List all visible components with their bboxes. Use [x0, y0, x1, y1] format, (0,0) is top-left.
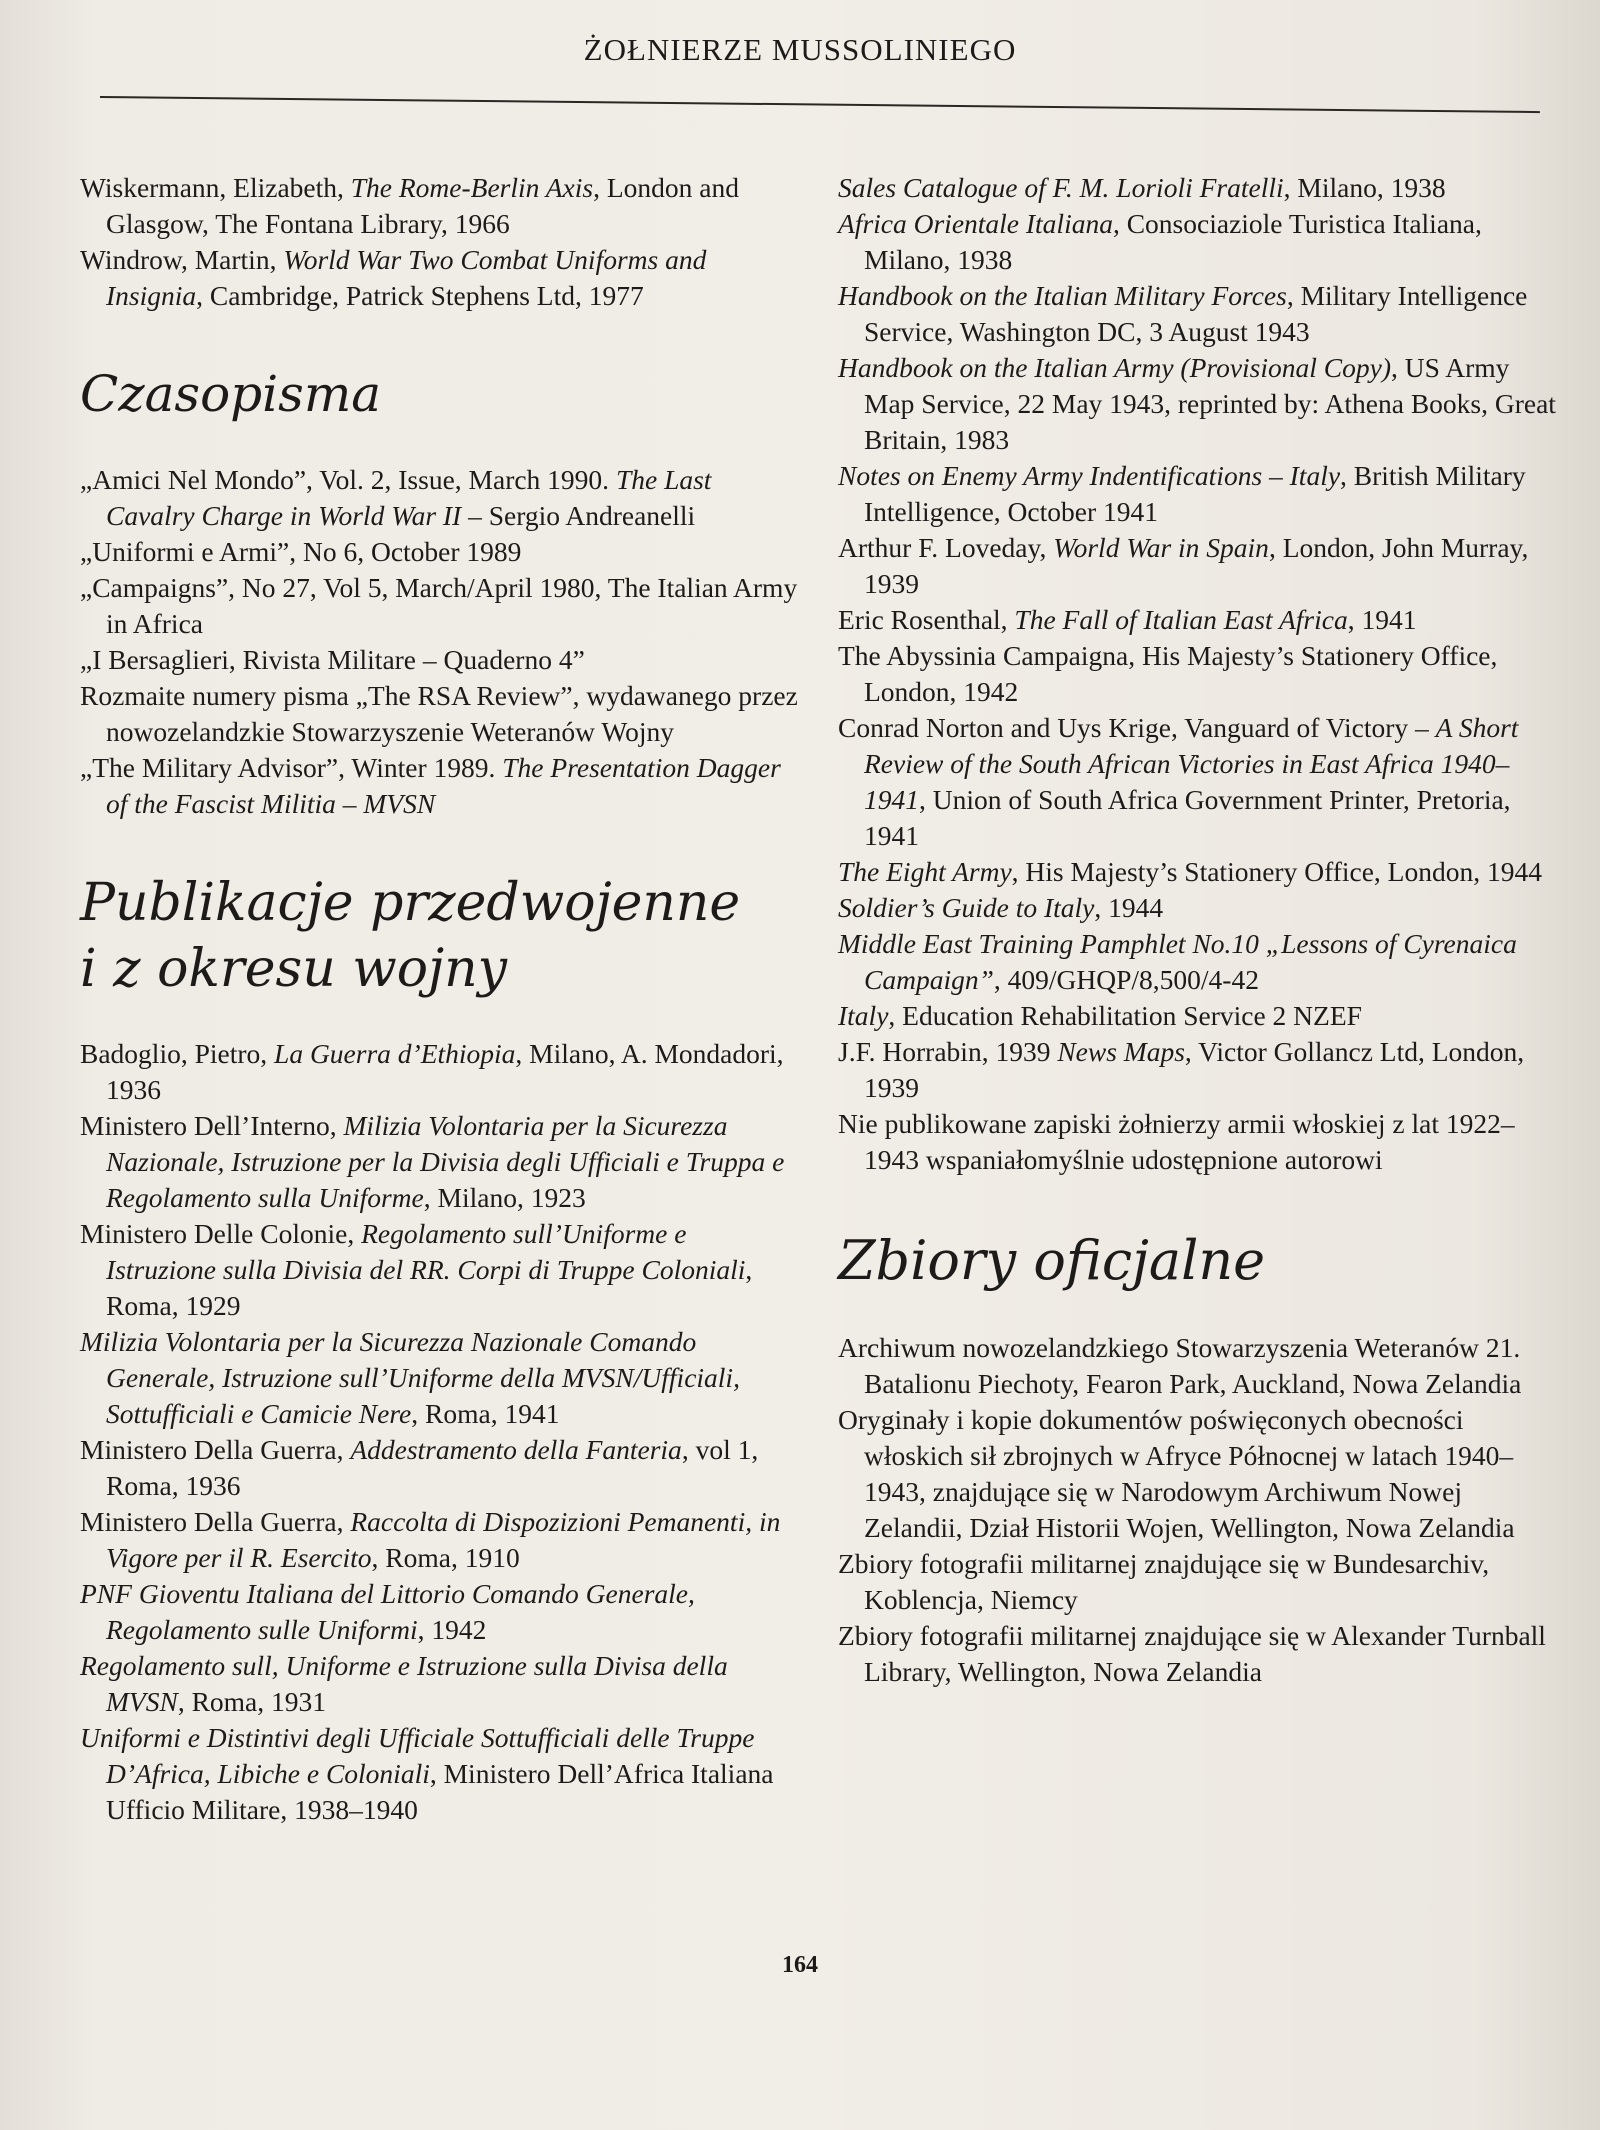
entry-title: Regolamento sull, Uniforme e Istruzione sulla Divisa della MVSN — [80, 1650, 728, 1717]
entry-title: The Last Cavalry Charge in World War II — [106, 464, 712, 531]
entry-text: – Sergio Andreanelli — [461, 500, 696, 531]
entry-text: , Roma, 1941 — [411, 1398, 560, 1429]
entry-title: Notes on Enemy Army Indentifications – Italy — [838, 460, 1341, 491]
entry-text: , US Army Map Service, 22 May 1943, reprinted by: Athena Books, Great Britain, 1983 — [864, 352, 1556, 455]
entry-text: Badoglio, Pietro, — [80, 1038, 275, 1069]
heading-line-1: Publikacje przedwojenne — [80, 873, 741, 933]
entry-title: Soldier’s Guide to Italy — [838, 892, 1095, 923]
entry-title: Handbook on the Italian Military Forces — [838, 280, 1287, 311]
entry-title: PNF Gioventu Italiana del Littorio Comando Generale, Regolamento sulle Uniformi — [80, 1578, 695, 1645]
entry-text: , Milano, 1923 — [423, 1182, 586, 1213]
zbiory-list — [838, 1330, 1558, 1690]
right-column — [838, 170, 1558, 1690]
entry-text: , London and Glasgow, The Fontana Library, 1966 — [106, 172, 739, 239]
bibliography-entry — [838, 854, 1558, 890]
entry-text: , British Military Intelligence, October 1941 — [864, 460, 1526, 527]
entry-title: News Maps — [1057, 1036, 1185, 1067]
bibliography-entry — [838, 1618, 1558, 1690]
bibliography-entry — [80, 534, 800, 570]
entry-title: The Presentation Dagger of the Fascist Militia – MVSN — [106, 752, 781, 819]
entry-title: Africa Orientale Italiana — [838, 208, 1113, 239]
entry-text: , vol 1, Roma, 1936 — [106, 1434, 759, 1501]
entry-title: Italy — [838, 1000, 889, 1031]
entry-text: , Roma, 1931 — [177, 1686, 327, 1717]
entry-text: , 1944 — [1094, 892, 1164, 923]
entry-text: Ministero Delle Colonie, — [80, 1218, 362, 1249]
entry-title: La Guerra d’Ethiopia — [274, 1038, 516, 1069]
entry-text: , 409/GHQP/8,500/4-42 — [993, 964, 1259, 995]
entry-text: „The Military Advisor”, Winter 1989. — [80, 752, 503, 783]
entry-text: , Roma, 1929 — [106, 1254, 753, 1321]
entry-text: „I Bersaglieri, Rivista Militare – Quaderno 4” — [80, 644, 585, 675]
entry-text: Archiwum nowozelandzkiego Stowarzyszenia Weteranów 21. Batalionu Piechoty, Fearon Park, Auckland, Nowa Zelandia — [838, 1332, 1522, 1399]
entry-title: Raccolta di Dispozizioni Pemanenti, in Vigore per il R. Esercito — [106, 1506, 781, 1573]
entry-text: , 1942 — [417, 1614, 487, 1645]
entry-text: , Education Rehabilitation Service 2 NZEF — [888, 1000, 1362, 1031]
entry-text: , Victor Gollancz Ltd, London, 1939 — [864, 1036, 1525, 1103]
bibliography-entry — [838, 1106, 1558, 1178]
bibliography-entry — [80, 1432, 800, 1504]
entry-text: , 1941 — [1347, 604, 1417, 635]
entry-text: Arthur F. Loveday, — [838, 532, 1054, 563]
bibliography-entry — [80, 1216, 800, 1324]
entry-text: Ministero Della Guerra, — [80, 1434, 351, 1465]
entry-text: Ministero Dell’Interno, — [80, 1110, 344, 1141]
bibliography-entry — [80, 462, 800, 534]
entry-text: , Ministero Dell’Africa Italiana Ufficio Militare, 1938–1940 — [106, 1758, 774, 1825]
bibliography-entry — [838, 278, 1558, 350]
entry-title: Sales Catalogue of F. M. Lorioli Fratelli — [838, 172, 1284, 203]
entry-text: Zbiory fotografii militarnej znajdujące się w Bundesarchiv, Koblencja, Niemcy — [838, 1548, 1490, 1615]
intro-bibliography-list — [80, 170, 800, 314]
entry-title: Uniformi e Distintivi degli Ufficiale Sottufficiali delle Truppe D’Africa, Libiche e Coloniali — [80, 1722, 755, 1789]
entry-title: Regolamento sull’Uniforme e Istruzione sulla Divisia del RR. Corpi di Truppe Coloniali — [106, 1218, 746, 1285]
entry-text: , London, John Murray, 1939 — [864, 532, 1529, 599]
entry-text: Wiskermann, Elizabeth, — [80, 172, 351, 203]
bibliography-entry — [80, 570, 800, 642]
section-heading-zbiory: Zbiory oficjalne — [838, 1229, 1266, 1292]
bibliography-entry — [838, 890, 1558, 926]
entry-title: Handbook on the Italian Army (Provisional Copy) — [838, 352, 1391, 383]
bibliography-entry — [80, 678, 800, 750]
continued-bibliography-list — [838, 170, 1558, 1178]
header-rule — [100, 96, 1540, 113]
bibliography-entry — [80, 1720, 800, 1828]
entry-text: „Amici Nel Mondo”, Vol. 2, Issue, March 1990. — [80, 464, 616, 495]
entry-text: The Abyssinia Campaigna, His Majesty’s Stationery Office, London, 1942 — [838, 640, 1498, 707]
bibliography-entry — [80, 1648, 800, 1720]
bibliography-entry — [838, 458, 1558, 530]
entry-text: Ministero Della Guerra, — [80, 1506, 351, 1537]
entry-text: , His Majesty’s Stationery Office, London, 1944 — [1011, 856, 1542, 887]
section-heading-czasopisma: Czasopisma — [80, 365, 382, 423]
bibliography-entry — [80, 1324, 800, 1432]
bibliography-entry — [838, 1330, 1558, 1402]
bibliography-entry — [838, 350, 1558, 458]
bibliography-entry — [80, 1036, 800, 1108]
bibliography-entry — [838, 1034, 1558, 1106]
bibliography-entry — [80, 1504, 800, 1576]
entry-title: World War Two Combat Uniforms and Insignia — [106, 244, 707, 311]
bibliography-entry — [838, 206, 1558, 278]
czasopisma-list — [80, 462, 800, 822]
entry-title: The Rome-Berlin Axis — [350, 172, 594, 203]
entry-title: Middle East Training Pamphlet No.10 „Lessons of Cyrenaica Campaign” — [838, 928, 1517, 995]
entry-text: Eric Rosenthal, — [838, 604, 1015, 635]
left-column — [80, 170, 800, 1828]
entry-text: , Military Intelligence Service, Washington DC, 3 August 1943 — [864, 280, 1528, 347]
entry-text: , Consociaziole Turistica Italiana, Milano, 1938 — [864, 208, 1482, 275]
bibliography-entry — [838, 1546, 1558, 1618]
bibliography-entry — [80, 642, 800, 678]
entry-text: „Campaigns”, No 27, Vol 5, March/April 1980, The Italian Army in Africa — [80, 572, 798, 639]
bibliography-entry — [838, 638, 1558, 710]
entry-text: , Milano, A. Mondadori, 1936 — [106, 1038, 784, 1105]
entry-text: „Uniformi e Armi”, No 6, October 1989 — [80, 536, 522, 567]
entry-text: J.F. Horrabin, 1939 — [838, 1036, 1058, 1067]
entry-text: , Milano, 1938 — [1283, 172, 1446, 203]
bibliography-entry — [838, 1402, 1558, 1546]
entry-title: The Fall of Italian East Africa — [1014, 604, 1348, 635]
entry-title: A Short Review of the South African Victories in East Africa 1940–1941 — [864, 712, 1519, 815]
entry-text: , Union of South Africa Government Printer, Pretoria, 1941 — [864, 784, 1511, 851]
bibliography-entry — [80, 170, 800, 242]
entry-title: World War in Spain — [1053, 532, 1269, 563]
bibliography-entry — [80, 1576, 800, 1648]
entry-text: Zbiory fotografii militarnej znajdujące się w Alexander Turnball Library, Wellington, Nowa Zelandia — [838, 1620, 1546, 1687]
section-heading-publikacje — [80, 870, 800, 1002]
entry-text: , Cambridge, Patrick Stephens Ltd, 1977 — [196, 280, 644, 311]
entry-text: Oryginały i kopie dokumentów poświęconych obecności włoskich sił zbrojnych w Afryce Północnej w latach 1940–1943, znajdujące się w Narodowym Archiwum Nowej Zelandii, Dział Historii Wojen, Wellington, Nowa Zelandia — [838, 1404, 1515, 1543]
entry-title: Milizia Volontaria per la Sicurezza Nazionale Comando Generale, Istruzione sull’Uniforme della MVSN/Ufficiali, Sottufficiali e Camicie Nere — [80, 1326, 740, 1429]
running-title: ŻOŁNIERZE MUSSOLINIEGO — [583, 32, 1017, 67]
bibliography-entry — [838, 170, 1558, 206]
bibliography-entry — [80, 1108, 800, 1216]
entry-text: Conrad Norton and Uys Krige, Vanguard of Victory – — [838, 712, 1436, 743]
entry-text: Nie publikowane zapiski żołnierzy armii włoskiej z lat 1922–1943 wspaniałomyślnie udostępnione autorowi — [838, 1108, 1515, 1175]
bibliography-entry — [80, 750, 800, 822]
bibliography-entry — [838, 926, 1558, 998]
entry-text: , Roma, 1910 — [371, 1542, 520, 1573]
entry-title: The Eight Army — [838, 856, 1012, 887]
bibliography-entry — [838, 710, 1558, 854]
bibliography-entry — [838, 998, 1558, 1034]
entry-title: Addestramento della Fanteria — [350, 1434, 682, 1465]
bibliography-entry — [80, 242, 800, 314]
entry-text: Windrow, Martin, — [80, 244, 284, 275]
entry-title: Milizia Volontaria per la Sicurezza Nazionale, Istruzione per la Divisia degli Ufficiali e Truppa e Regolamento sulla Uniforme — [106, 1110, 785, 1213]
heading-line-2: i z okresu wojny — [80, 939, 508, 999]
publikacje-list — [80, 1036, 800, 1828]
entry-text: Rozmaite numery pisma „The RSA Review”, wydawanego przez nowozelandzkie Stowarzyszenie Weteranów Wojny — [80, 680, 798, 747]
bibliography-entry — [838, 602, 1558, 638]
page-number: 164 — [782, 1952, 818, 1978]
bibliography-entry — [838, 530, 1558, 602]
